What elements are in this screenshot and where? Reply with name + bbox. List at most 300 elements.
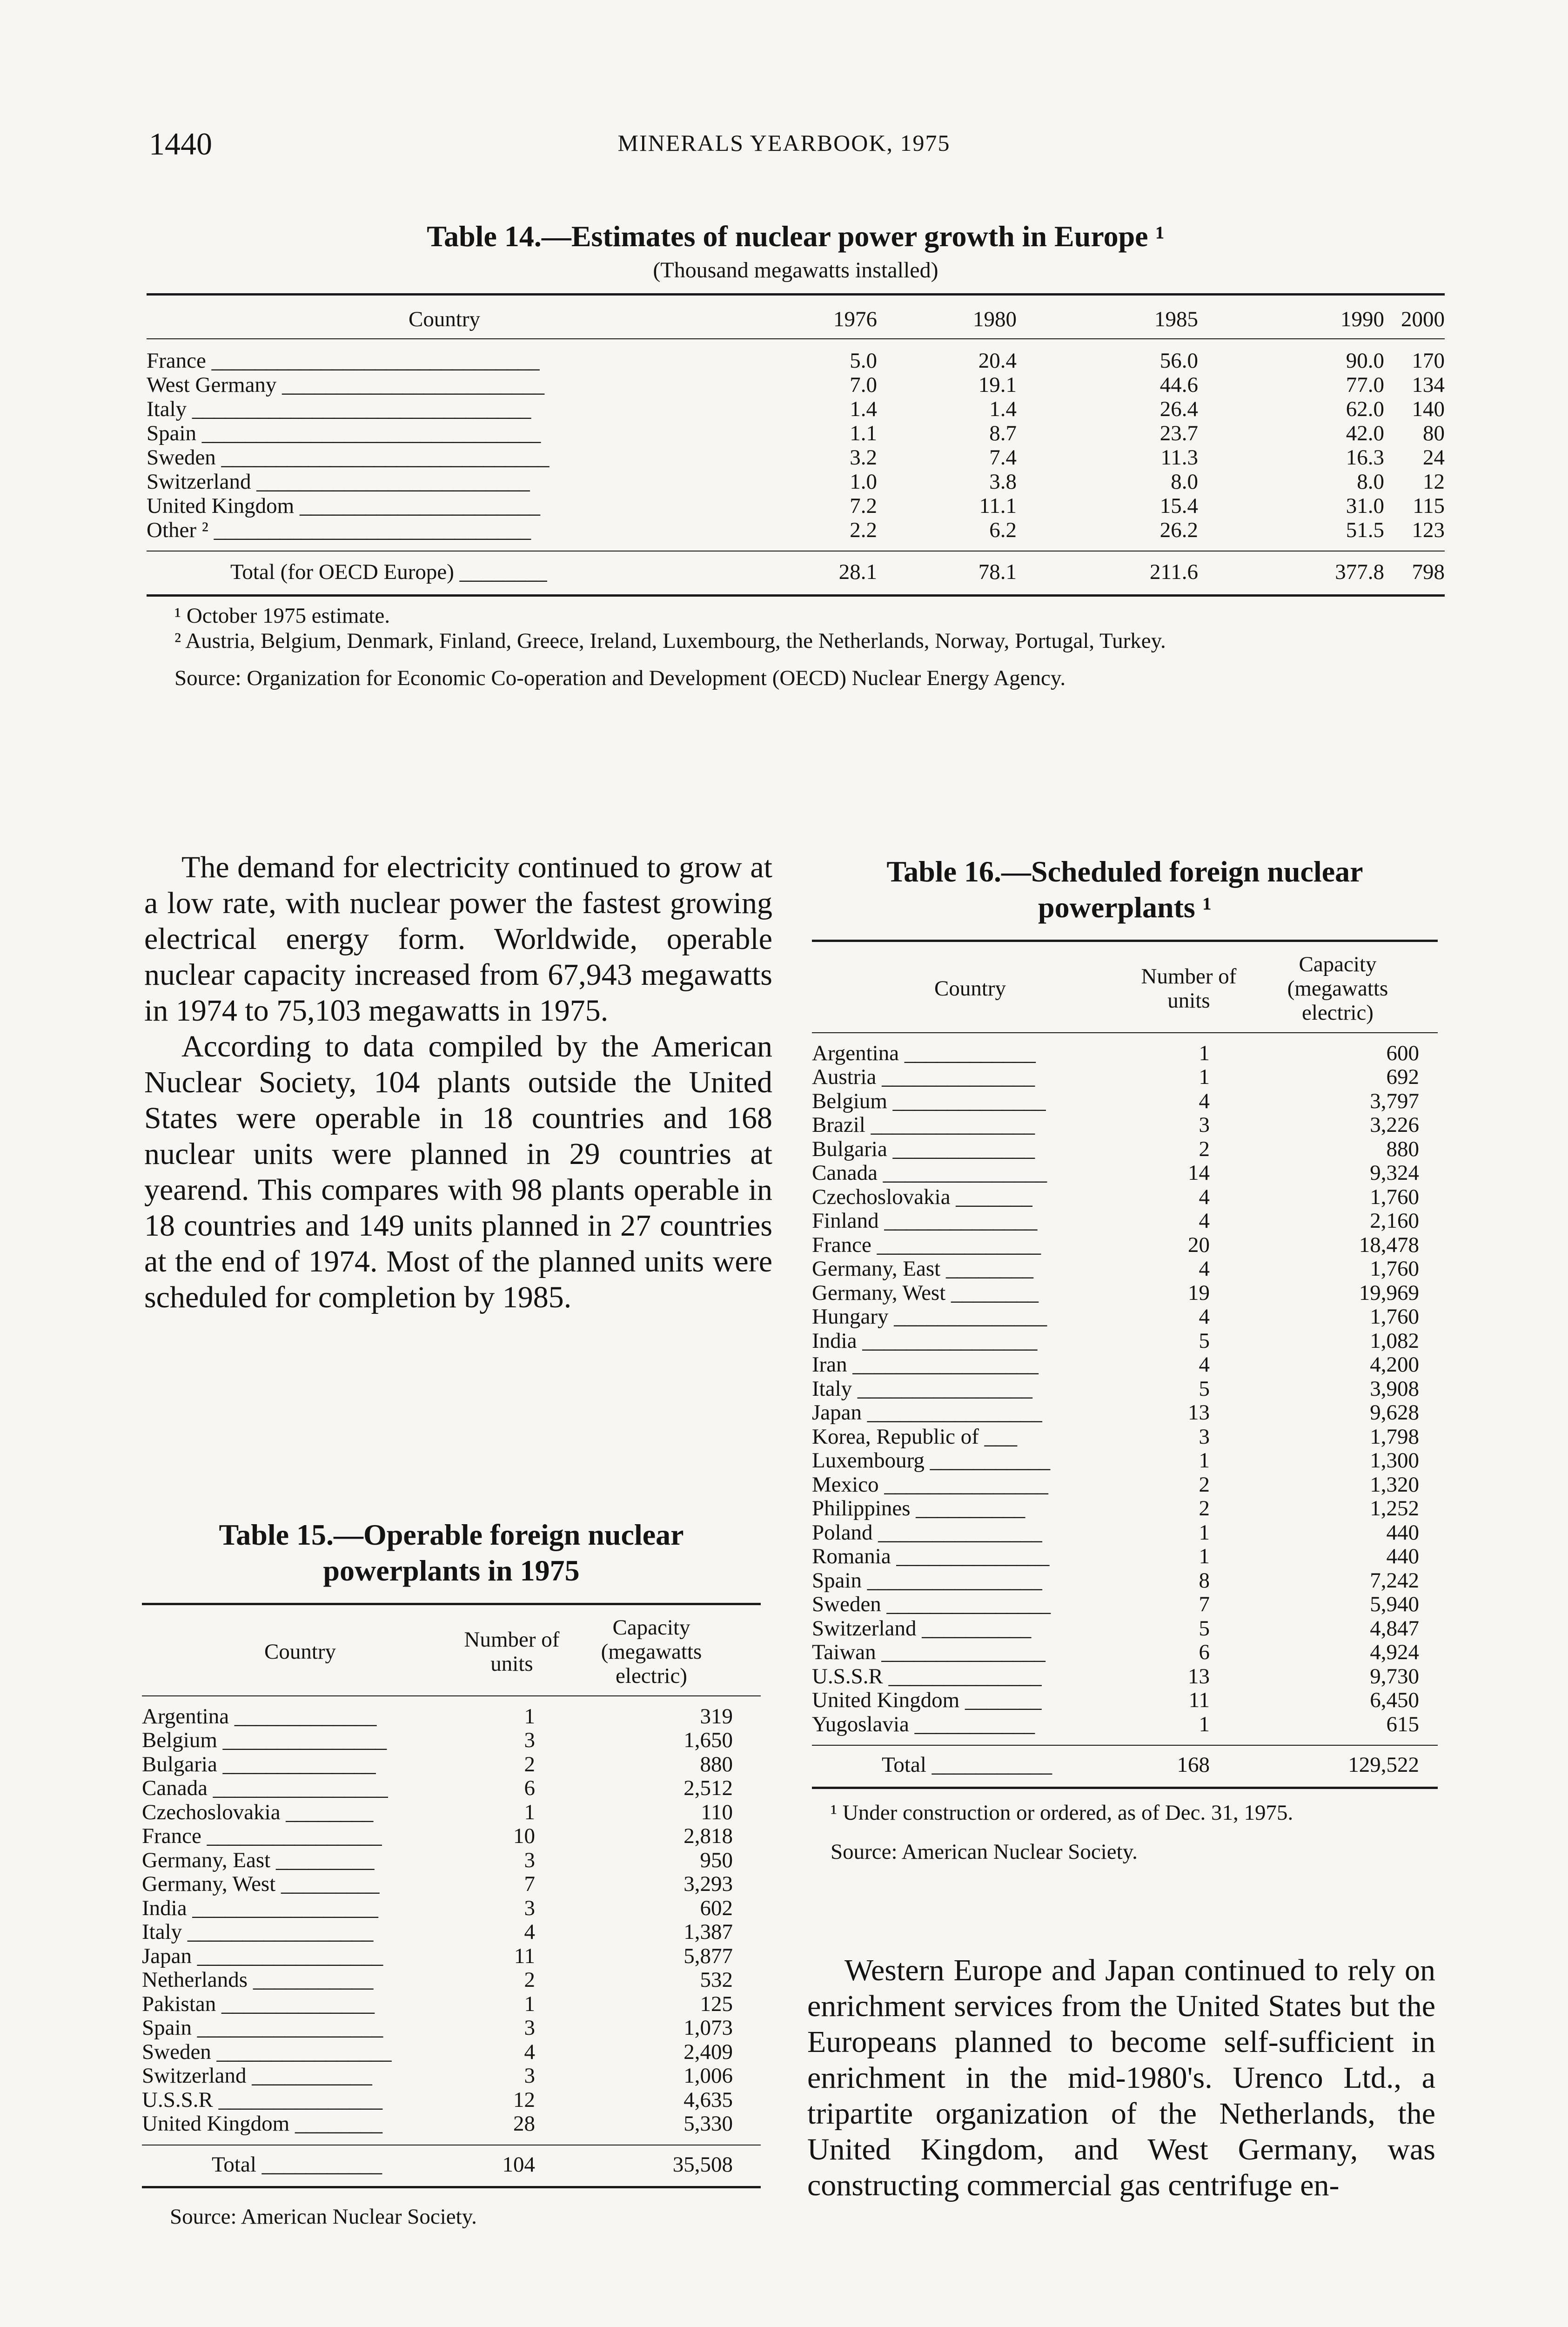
- table-16-row: [812, 1353, 1438, 1377]
- table-15-row: [142, 2016, 761, 2040]
- table-14-total-row: [147, 551, 1445, 594]
- table-16-value-cell: 692: [1386, 1065, 1419, 1090]
- table-15-col-capacity: Capacity (megawatts electric): [601, 1615, 702, 1688]
- table-14-row: [147, 397, 1445, 421]
- table-15-country-cell: Germany, West _________: [142, 1872, 380, 1897]
- table-16-country-cell: Philippines __________: [812, 1497, 1025, 1521]
- table-16-row: [812, 1449, 1438, 1473]
- table-14-value-cell: 3.2: [850, 445, 877, 470]
- table-14-value-cell: 90.0: [1346, 348, 1384, 373]
- table-16-country-cell: Poland _______________: [812, 1520, 1042, 1545]
- table-16-row: [812, 1641, 1438, 1665]
- table-16-total-cell: 168: [1177, 1753, 1210, 1777]
- table-15-value-cell: 3: [524, 1896, 535, 1920]
- table-15-total-row: [142, 2145, 761, 2186]
- table-16-value-cell: 1: [1199, 1544, 1210, 1569]
- table-15-country-cell: Italy _________________: [142, 1920, 374, 1944]
- table-16-country-cell: Mexico _______________: [812, 1473, 1048, 1497]
- table-16-value-cell: 1,300: [1370, 1448, 1419, 1473]
- table-15-value-cell: 110: [701, 1800, 733, 1824]
- table-14-value-cell: 20.4: [978, 348, 1017, 373]
- table-15-value-cell: 12: [513, 2087, 535, 2112]
- running-title: MINERALS YEARBOOK, 1975: [617, 130, 951, 156]
- table-15-value-cell: 7: [524, 1872, 535, 1897]
- table-15-country-cell: U.S.S.R _______________: [142, 2088, 383, 2112]
- table-14-value-cell: 11.1: [979, 493, 1017, 518]
- table-15-value-cell: 28: [513, 2112, 535, 2136]
- paragraph: The demand for electricity continued to grow at a low rate, with nuclear power the fastest growing electrical energy form. Worldwide, operable nuclear capacity increased from 67,943 megawatts in 1974 to 75,103 megawatts in 1975.: [144, 850, 772, 1028]
- table-15-total-cell: 35,508: [672, 2152, 733, 2177]
- table-14-value-cell: 12: [1423, 469, 1445, 494]
- table-15-value-cell: 3: [524, 2064, 535, 2088]
- table-14-value-cell: 140: [1412, 397, 1445, 421]
- table-16-country-cell: Sweden _______________: [812, 1593, 1051, 1617]
- table-16-notes: [812, 1800, 1438, 1864]
- table-16-row: [812, 1377, 1438, 1401]
- table-15-row: [142, 1968, 761, 1992]
- table-16-row: [812, 1497, 1438, 1521]
- paragraph: Western Europe and Japan continued to rely on enrichment services from the United States but the Europeans planned to become self-sufficient in enrichment in the mid-1980's. Urenco Ltd., a tripartite organization of the Netherlands, the United Kingdom, and West Germany, was constructing commercial gas centrifuge en-: [807, 1953, 1435, 2202]
- table-16-row: [812, 1521, 1438, 1545]
- table-15-row: [142, 1824, 761, 1849]
- table-15-value-cell: 2,818: [683, 1824, 733, 1849]
- table-14-value-cell: 51.5: [1346, 518, 1384, 542]
- table-16-row: [812, 1257, 1438, 1281]
- table-14-value-cell: 23.7: [1159, 421, 1198, 445]
- table-14-value-cell: 7.2: [850, 493, 877, 518]
- table-14-header-row: [147, 296, 1445, 338]
- table-14-value-cell: 42.0: [1346, 421, 1384, 445]
- table-16-header-row: [812, 942, 1438, 1032]
- table-14-country-cell: Sweden ______________________________: [147, 445, 549, 470]
- table-16-row: [812, 1617, 1438, 1641]
- table-14-value-cell: 62.0: [1346, 397, 1384, 421]
- table-14-bottom-rule: [147, 594, 1445, 597]
- table-14-row: [147, 421, 1445, 445]
- table-16-country-cell: Hungary ______________: [812, 1305, 1047, 1329]
- table-15-value-cell: 1: [524, 1991, 535, 2016]
- table-14-value-cell: 8.0: [1171, 469, 1198, 494]
- table-16-total-cell: 129,522: [1348, 1753, 1419, 1777]
- table-16-value-cell: 9,628: [1370, 1400, 1419, 1425]
- table-16-row: [812, 1425, 1438, 1449]
- table-16-value-cell: 4: [1199, 1209, 1210, 1233]
- table-14-value-cell: 123: [1412, 518, 1445, 542]
- table-15-value-cell: 1: [524, 1704, 535, 1728]
- table-14-value-cell: 26.4: [1159, 397, 1198, 421]
- table-14-row: [147, 470, 1445, 494]
- table-14-value-cell: 8.7: [989, 421, 1017, 445]
- table-16-row: [812, 1688, 1438, 1713]
- table-15-value-cell: 3: [524, 1728, 535, 1753]
- table-16-value-cell: 18,478: [1359, 1232, 1419, 1257]
- table-15-row: [142, 2112, 761, 2136]
- table-16-value-cell: 4,924: [1370, 1640, 1419, 1665]
- table-14-value-cell: 80: [1423, 421, 1445, 445]
- table-15-value-cell: 532: [700, 1968, 733, 1992]
- table-15-row: [142, 1992, 761, 2017]
- table-14-value-cell: 26.2: [1159, 518, 1198, 542]
- table-16-country-cell: U.S.S.R ______________: [812, 1664, 1042, 1688]
- table-16-country-cell: India ________________: [812, 1329, 1038, 1353]
- table-16-row: [812, 1593, 1438, 1617]
- table-16-country-cell: Korea, Republic of ___: [812, 1425, 1018, 1449]
- table-16-value-cell: 1: [1199, 1041, 1210, 1065]
- table-14-row: [147, 349, 1445, 373]
- table-14-country-cell: West Germany ________________________: [147, 372, 545, 397]
- table-14-country-cell: Switzerland _________________________: [147, 469, 530, 494]
- table-14-value-cell: 170: [1412, 348, 1445, 373]
- table-16-value-cell: 9,730: [1370, 1664, 1419, 1688]
- table-16-row: [812, 1569, 1438, 1593]
- table-15-row: [142, 1897, 761, 1921]
- table-16-value-cell: 2: [1199, 1137, 1210, 1161]
- table-14-value-cell: 1.4: [989, 397, 1017, 421]
- table-15-country-cell: Belgium _______________: [142, 1728, 387, 1753]
- table-14-value-cell: 24: [1423, 445, 1445, 470]
- table-16-value-cell: 2: [1199, 1472, 1210, 1497]
- table-14-country-cell: United Kingdom ______________________: [147, 493, 540, 518]
- table-15-row: [142, 1776, 761, 1801]
- table-14-row: [147, 494, 1445, 518]
- table-16-value-cell: 4: [1199, 1184, 1210, 1209]
- table-16-country-cell: Iran _________________: [812, 1353, 1039, 1377]
- table-16-country-cell: Finland ______________: [812, 1209, 1038, 1233]
- table-15-value-cell: 2: [524, 1968, 535, 1992]
- right-column-text: [807, 1952, 1435, 2203]
- table-15-col-units: Number of units: [464, 1627, 560, 1676]
- table-16-value-cell: 1: [1199, 1712, 1210, 1736]
- table-14-value-cell: 2.2: [850, 518, 877, 542]
- table-15-value-cell: 6: [524, 1776, 535, 1801]
- table-16-body: [812, 1033, 1438, 1745]
- table-16-value-cell: 5: [1199, 1376, 1210, 1401]
- table-15-row: [142, 1944, 761, 1969]
- table-16-col-capacity: Capacity (megawatts electric): [1287, 952, 1388, 1025]
- table-15-value-cell: 1,073: [683, 2016, 733, 2040]
- table-16-country-cell: Canada _______________: [812, 1161, 1047, 1185]
- table-16-country-cell: Germany, West ________: [812, 1281, 1039, 1305]
- table-14-total-cell: 377.8: [1335, 559, 1384, 584]
- table-14-total-cell: 798: [1412, 559, 1445, 584]
- table-14-value-cell: 1.1: [850, 421, 877, 445]
- table-15-country-cell: Czechoslovakia ________: [142, 1800, 374, 1824]
- table-16-country-cell: Switzerland __________: [812, 1616, 1032, 1641]
- table-16-value-cell: 4: [1199, 1257, 1210, 1281]
- table-16-country-cell: Yugoslavia ___________: [812, 1712, 1035, 1736]
- table-16-title: Table 16.—Scheduled foreign nuclear powerplants ¹: [886, 855, 1363, 924]
- table-15-row: [142, 1728, 761, 1753]
- table-16-total-row: [812, 1746, 1438, 1787]
- table-14-title: Table 14.—Estimates of nuclear power growth in Europe ¹: [427, 220, 1165, 253]
- table-15-country-cell: Netherlands ___________: [142, 1968, 374, 1992]
- table-14-value-cell: 1.0: [850, 469, 877, 494]
- table-16-bottom-rule: [812, 1787, 1438, 1789]
- table-16-value-cell: 1,082: [1370, 1328, 1419, 1353]
- table-14-value-cell: 3.8: [989, 469, 1017, 494]
- table-16-value-cell: 5: [1199, 1328, 1210, 1353]
- table-16-value-cell: 3,908: [1370, 1376, 1419, 1401]
- table-16-value-cell: 3,226: [1370, 1113, 1419, 1137]
- table-15-total-cell: 104: [502, 2152, 535, 2177]
- table-16-value-cell: 1,320: [1370, 1472, 1419, 1497]
- table-16-row: [812, 1665, 1438, 1689]
- table-16-row: [812, 1281, 1438, 1305]
- table-16-country-cell: Germany, East ________: [812, 1257, 1033, 1281]
- table-16-row: [812, 1161, 1438, 1185]
- table-14-value-cell: 56.0: [1159, 348, 1198, 373]
- table-16-country-cell: Czechoslovakia _______: [812, 1185, 1032, 1209]
- table-16: [812, 854, 1438, 1864]
- table-14-value-cell: 31.0: [1346, 493, 1384, 518]
- table-15-country-cell: Bulgaria ______________: [142, 1752, 376, 1776]
- table-16-row: [812, 1065, 1438, 1090]
- table-16-row: [812, 1473, 1438, 1497]
- table-16-col-country: Country: [934, 976, 1006, 1001]
- table-16-value-cell: 1,760: [1370, 1184, 1419, 1209]
- table-14-row: [147, 373, 1445, 397]
- table-16-source: Source: American Nuclear Society.: [831, 1839, 1138, 1864]
- table-16-value-cell: 1,760: [1370, 1305, 1419, 1329]
- table-15-country-cell: France ________________: [142, 1824, 382, 1849]
- table-15-body: [142, 1696, 761, 2145]
- table-14-country-cell: Other ² _____________________________: [147, 518, 531, 542]
- table-14-footnote-1: ¹ October 1975 estimate.: [174, 603, 390, 628]
- table-15-value-cell: 4: [524, 1920, 535, 1944]
- table-15-value-cell: 3: [524, 2016, 535, 2040]
- table-14-value-cell: 134: [1412, 372, 1445, 397]
- table-16-value-cell: 4: [1199, 1089, 1210, 1113]
- table-16-row: [812, 1545, 1438, 1569]
- table-16-row: [812, 1305, 1438, 1329]
- table-14-country-cell: France ______________________________: [147, 348, 540, 373]
- table-15-value-cell: 1,650: [683, 1728, 733, 1753]
- table-16-value-cell: 14: [1188, 1161, 1210, 1185]
- table-16-value-cell: 3: [1199, 1424, 1210, 1449]
- table-15-value-cell: 1,387: [683, 1920, 733, 1944]
- table-15-country-cell: Argentina _____________: [142, 1704, 377, 1728]
- table-15-value-cell: 11: [514, 1944, 535, 1968]
- table-15-value-cell: 2,409: [683, 2039, 733, 2064]
- table-16-value-cell: 13: [1188, 1664, 1210, 1688]
- table-14-value-cell: 1.4: [850, 397, 877, 421]
- table-15-row: [142, 1801, 761, 1825]
- table-14-value-cell: 15.4: [1159, 493, 1198, 518]
- table-14-row: [147, 518, 1445, 542]
- table-15-row: [142, 1705, 761, 1729]
- table-15-col-country: Country: [264, 1639, 336, 1664]
- table-14-value-cell: 6.2: [989, 518, 1017, 542]
- table-14-col-header: 1990: [1340, 307, 1384, 331]
- table-15-value-cell: 4,635: [683, 2087, 733, 2112]
- table-15-row: [142, 1753, 761, 1777]
- table-16-value-cell: 3,797: [1370, 1089, 1419, 1113]
- table-16-value-cell: 2: [1199, 1496, 1210, 1521]
- table-16-value-cell: 2,160: [1370, 1209, 1419, 1233]
- table-15-country-cell: Sweden ________________: [142, 2040, 392, 2064]
- table-15-country-cell: Germany, East _________: [142, 1848, 375, 1872]
- table-15-row: [142, 1849, 761, 1873]
- table-15-value-cell: 3: [524, 1848, 535, 1872]
- table-14-source: Source: Organization for Economic Co-operation and Development (OECD) Nuclear Energy Agency.: [174, 666, 1066, 690]
- table-16-footnote-1: ¹ Under construction or ordered, as of Dec. 31, 1975.: [831, 1800, 1293, 1825]
- table-16-value-cell: 4: [1199, 1305, 1210, 1329]
- table-16-country-cell: Austria ______________: [812, 1065, 1035, 1090]
- table-15-value-cell: 319: [700, 1704, 733, 1728]
- left-column-text: [144, 849, 772, 1315]
- table-16-value-cell: 1: [1199, 1065, 1210, 1090]
- table-14-col-header: 1976: [833, 307, 877, 331]
- table-15-country-cell: United Kingdom ________: [142, 2112, 382, 2136]
- table-16-value-cell: 615: [1386, 1712, 1419, 1736]
- table-16-row: [812, 1233, 1438, 1258]
- table-16-country-cell: Luxembourg ___________: [812, 1449, 1051, 1473]
- table-15-value-cell: 5,877: [683, 1944, 733, 1968]
- table-14-value-cell: 7.0: [850, 372, 877, 397]
- table-16-country-cell: Taiwan _______________: [812, 1641, 1045, 1665]
- table-15-title: Table 15.—Operable foreign nuclear powerplants in 1975: [219, 1518, 684, 1587]
- table-16-row: [812, 1137, 1438, 1162]
- table-16-value-cell: 600: [1386, 1041, 1419, 1065]
- table-14-value-cell: 5.0: [850, 348, 877, 373]
- table-16-country-cell: Bulgaria _____________: [812, 1137, 1035, 1161]
- table-15-country-cell: Pakistan ______________: [142, 1992, 375, 2016]
- table-16-value-cell: 1,798: [1370, 1424, 1419, 1449]
- table-14-body: [147, 339, 1445, 551]
- table-14-total-cell: 211.6: [1149, 559, 1198, 584]
- table-15-row: [142, 1920, 761, 1944]
- table-16-country-cell: France _______________: [812, 1233, 1041, 1257]
- table-15-value-cell: 4: [524, 2039, 535, 2064]
- table-14-col-header: 1980: [973, 307, 1017, 331]
- table-16-row: [812, 1042, 1438, 1066]
- table-16-value-cell: 1: [1199, 1448, 1210, 1473]
- page-number: 1440: [149, 126, 212, 161]
- table-14-total-label: Total (for OECD Europe) ________: [230, 559, 547, 584]
- table-14-row: [147, 445, 1445, 470]
- table-15-value-cell: 2: [524, 1752, 535, 1776]
- table-15: [142, 1517, 761, 2229]
- table-16-country-cell: Belgium ______________: [812, 1089, 1046, 1113]
- table-15-header-row: [142, 1605, 761, 1695]
- table-14-col-header: 2000: [1401, 307, 1445, 331]
- table-16-col-units: Number of units: [1141, 964, 1237, 1013]
- table-14-col-header: Country: [408, 307, 481, 331]
- table-15-row: [142, 2040, 761, 2065]
- table-15-value-cell: 1,006: [683, 2064, 733, 2088]
- table-16-value-cell: 440: [1386, 1520, 1419, 1545]
- table-15-value-cell: 125: [700, 1991, 733, 2016]
- table-16-value-cell: 7,242: [1370, 1568, 1419, 1593]
- table-16-value-cell: 6: [1199, 1640, 1210, 1665]
- table-14-footnote-2: ² Austria, Belgium, Denmark, Finland, Greece, Ireland, Luxembourg, the Netherlands, Norway, Portugal, Turkey.: [174, 628, 1166, 653]
- table-16-value-cell: 5: [1199, 1616, 1210, 1641]
- table-14-notes: [147, 603, 1445, 691]
- table-15-value-cell: 602: [700, 1896, 733, 1920]
- table-14-value-cell: 7.4: [989, 445, 1017, 470]
- table-16-row: [812, 1209, 1438, 1233]
- table-16-value-cell: 3: [1199, 1113, 1210, 1137]
- table-14-value-cell: 11.3: [1160, 445, 1198, 470]
- table-16-row: [812, 1090, 1438, 1114]
- table-15-value-cell: 880: [700, 1752, 733, 1776]
- table-16-row: [812, 1329, 1438, 1353]
- table-16-value-cell: 13: [1188, 1400, 1210, 1425]
- table-16-value-cell: 880: [1386, 1137, 1419, 1161]
- table-15-value-cell: 950: [700, 1848, 733, 1872]
- table-16-country-cell: United Kingdom _______: [812, 1688, 1042, 1713]
- table-15-source: Source: American Nuclear Society.: [170, 2205, 477, 2229]
- table-16-value-cell: 6,450: [1370, 1688, 1419, 1713]
- table-15-row: [142, 2088, 761, 2112]
- table-16-row: [812, 1713, 1438, 1737]
- table-16-country-cell: Romania ______________: [812, 1545, 1050, 1569]
- table-16-row: [812, 1401, 1438, 1425]
- table-16-country-cell: Argentina ____________: [812, 1041, 1036, 1065]
- table-14-subtitle: (Thousand megawatts installed): [653, 257, 938, 282]
- table-15-country-cell: Canada ________________: [142, 1776, 388, 1801]
- table-16-value-cell: 4,200: [1370, 1352, 1419, 1377]
- table-16-value-cell: 440: [1386, 1544, 1419, 1569]
- table-16-value-cell: 4: [1199, 1352, 1210, 1377]
- table-14-total-cell: 78.1: [978, 559, 1017, 584]
- table-14-country-cell: Italy _______________________________: [147, 397, 531, 421]
- table-16-country-cell: Spain ________________: [812, 1568, 1042, 1593]
- table-16-row: [812, 1185, 1438, 1210]
- table-16-country-cell: Japan ________________: [812, 1401, 1042, 1425]
- table-16-value-cell: 20: [1188, 1232, 1210, 1257]
- table-14-value-cell: 19.1: [978, 372, 1017, 397]
- paragraph: According to data compiled by the American Nuclear Society, 104 plants outside the United States were operable in 18 countries and 168 nuclear units were planned in 29 countries at yearend. This compares with 98 plants operable in 18 countries and 149 units planned in 27 countries at the end of 1974. Most of the planned units were scheduled for completion by 1985.: [144, 1029, 772, 1314]
- table-15-country-cell: India _________________: [142, 1896, 378, 1920]
- table-15-value-cell: 10: [513, 1824, 535, 1849]
- table-14-col-header: 1985: [1154, 307, 1198, 331]
- table-16-value-cell: 9,324: [1370, 1161, 1419, 1185]
- table-15-value-cell: 1: [524, 1800, 535, 1824]
- table-15-value-cell: 3,293: [683, 1872, 733, 1897]
- table-15-country-cell: Spain _________________: [142, 2016, 383, 2040]
- table-16-value-cell: 11: [1188, 1688, 1210, 1713]
- table-14-value-cell: 115: [1413, 493, 1445, 518]
- table-16-value-cell: 1: [1199, 1520, 1210, 1545]
- table-14-value-cell: 8.0: [1357, 469, 1384, 494]
- table-15-value-cell: 2,512: [683, 1776, 733, 1801]
- table-16-value-cell: 5,940: [1370, 1592, 1419, 1617]
- table-14-country-cell: Spain _______________________________: [147, 421, 541, 445]
- table-15-row: [142, 2064, 761, 2088]
- table-16-value-cell: 19: [1188, 1280, 1210, 1305]
- table-15-country-cell: Japan _________________: [142, 1944, 383, 1968]
- table-15-country-cell: Switzerland ___________: [142, 2064, 372, 2088]
- table-16-value-cell: 19,969: [1359, 1280, 1419, 1305]
- table-14-total-cell: 28.1: [838, 559, 877, 584]
- table-16-row: [812, 1113, 1438, 1137]
- table-16-value-cell: 1,760: [1370, 1257, 1419, 1281]
- table-15-row: [142, 1872, 761, 1897]
- table-15-total-label: Total ___________: [212, 2152, 382, 2177]
- table-16-country-cell: Italy ________________: [812, 1377, 1032, 1401]
- table-16-value-cell: 8: [1199, 1568, 1210, 1593]
- table-16-value-cell: 1,252: [1370, 1496, 1419, 1521]
- table-15-value-cell: 5,330: [683, 2112, 733, 2136]
- table-15-bottom-rule: [142, 2186, 761, 2188]
- table-16-value-cell: 7: [1199, 1592, 1210, 1617]
- table-14-value-cell: 77.0: [1346, 372, 1384, 397]
- page-header: [0, 126, 1568, 163]
- table-14-value-cell: 16.3: [1346, 445, 1384, 470]
- table-16-value-cell: 4,847: [1370, 1616, 1419, 1641]
- table-16-total-label: Total ___________: [882, 1753, 1052, 1777]
